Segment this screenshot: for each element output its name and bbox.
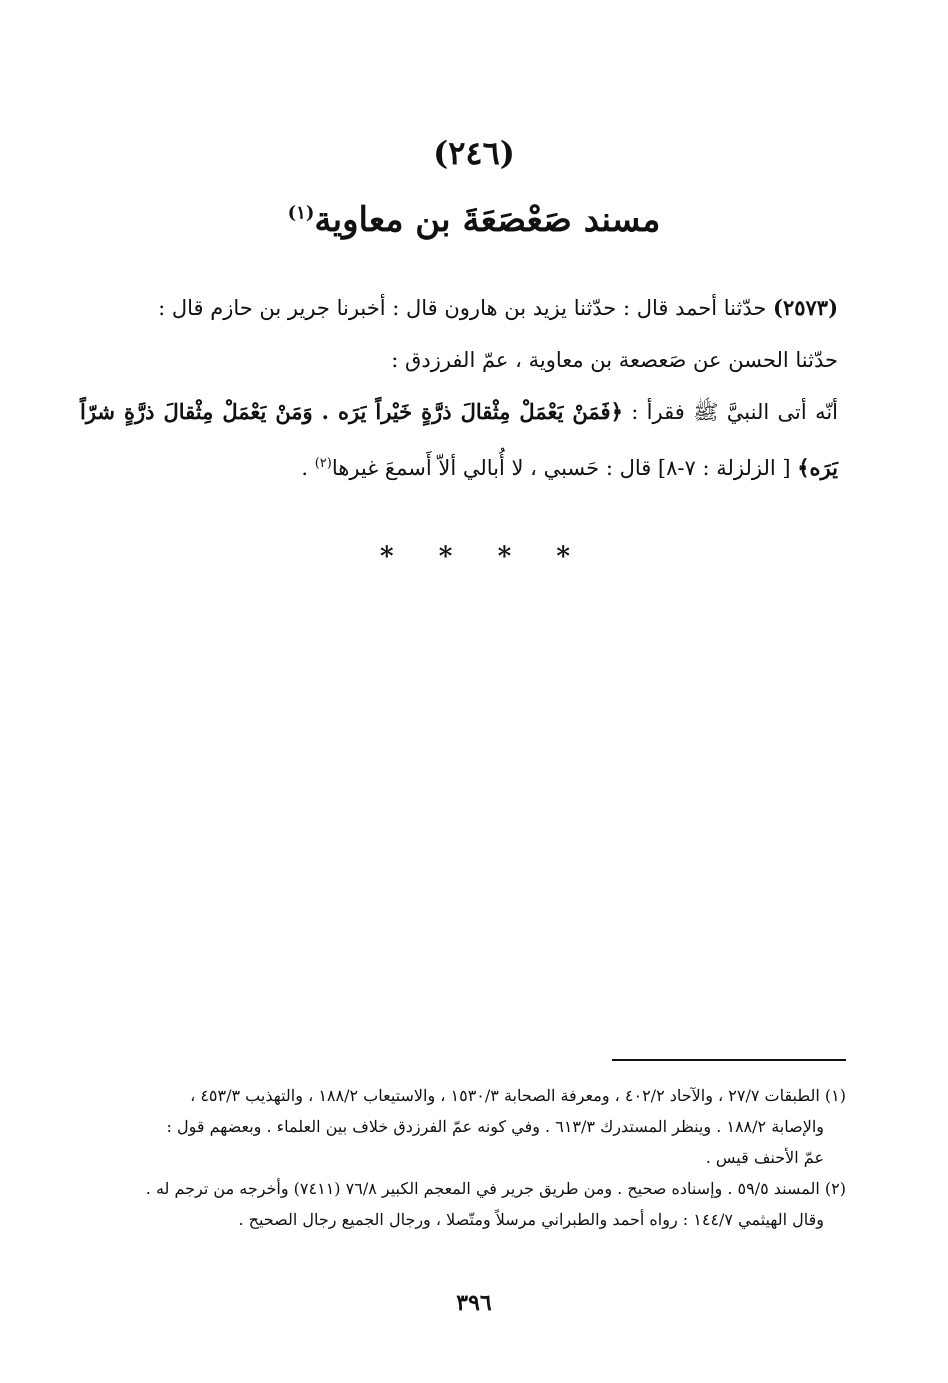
hadith-footnote-ref: (٢) bbox=[314, 456, 332, 471]
hadith-isnad-line1: حدّثنا أحمد قال : حدّثنا يزيد بن هارون قال : أخبرنا جرير بن حازم قال : bbox=[158, 296, 773, 320]
hadith-paragraph-1 bbox=[80, 282, 838, 334]
hadith-text bbox=[80, 282, 838, 494]
footnote-divider bbox=[612, 1059, 846, 1061]
star-icon: * bbox=[380, 542, 394, 572]
quran-verse: ﴿فَمَنْ يَعْمَلْ مِثْقالَ ذرَّةٍ خَيْراً يَرَه . وَمَنْ يَعْمَلْ مِثْقالَ ذرَّةٍ شرّاً يَرَه﴾ bbox=[80, 399, 838, 480]
section-title-text: مسند صَعْصَعَةَ بن معاوية bbox=[314, 200, 661, 240]
star-icon: * bbox=[556, 542, 570, 572]
hadith-matn-end: [ الزلزلة : ٧-٨] قال : حَسبي ، لا أُبالي ألاّ أَسمعَ غيرها bbox=[331, 456, 798, 480]
hadith-paragraph-2 bbox=[80, 334, 838, 386]
footnotes bbox=[80, 1080, 846, 1235]
title-footnote-ref: (١) bbox=[287, 202, 315, 224]
star-icon: * bbox=[497, 542, 512, 572]
star-icon: * bbox=[438, 542, 453, 572]
page-number: ٣٩٦ bbox=[456, 1290, 492, 1316]
hadith-number: (٢٥٧٣) bbox=[773, 295, 838, 320]
section-number: (٢٤٦) bbox=[433, 134, 515, 172]
section-title bbox=[0, 200, 948, 240]
footnote-1-line-1: (١) الطبقات ٢٧/٧ ، والآحاد ٤٠٢/٢ ، ومعرفة الصحابة ١٥٣٠/٣ ، والاستيعاب ١٨٨/٢ ، والتهذيب ٤٥٣/٣ ، bbox=[190, 1086, 846, 1105]
footnote-2-line-2: وقال الهيثمي ١٤٤/٧ : رواه أحمد والطبراني مرسلاً ومتّصلا ، ورجال الجميع رجال الصحيح . bbox=[238, 1210, 824, 1229]
hadith-closing: . bbox=[301, 456, 315, 480]
hadith-matn-intro: أنّه أتى النبيَّ ﷺ فقرأ : bbox=[622, 400, 839, 424]
separator-stars bbox=[380, 542, 570, 572]
hadith-isnad-line2: حدّثنا الحسن عن صَعصعة بن معاوية ، عمّ الفرزدق : bbox=[391, 348, 838, 372]
footnote-1-line-3: عمّ الأحنف قيس . bbox=[705, 1148, 824, 1167]
footnote-2-line-1: (٢) المسند ٥٩/٥ . وإسناده صحيح . ومن طريق جرير في المعجم الكبير ٧٦/٨ (٧٤١١) وأخرجه من ترجم له . bbox=[145, 1179, 846, 1198]
hadith-paragraph-3 bbox=[80, 386, 838, 494]
footnote-1-line-2: والإصابة ١٨٨/٢ . وينظر المستدرك ٦١٣/٣ . وفي كونه عمّ الفرزدق خلاف بين العلماء . وبعضهم قول : bbox=[166, 1117, 824, 1136]
